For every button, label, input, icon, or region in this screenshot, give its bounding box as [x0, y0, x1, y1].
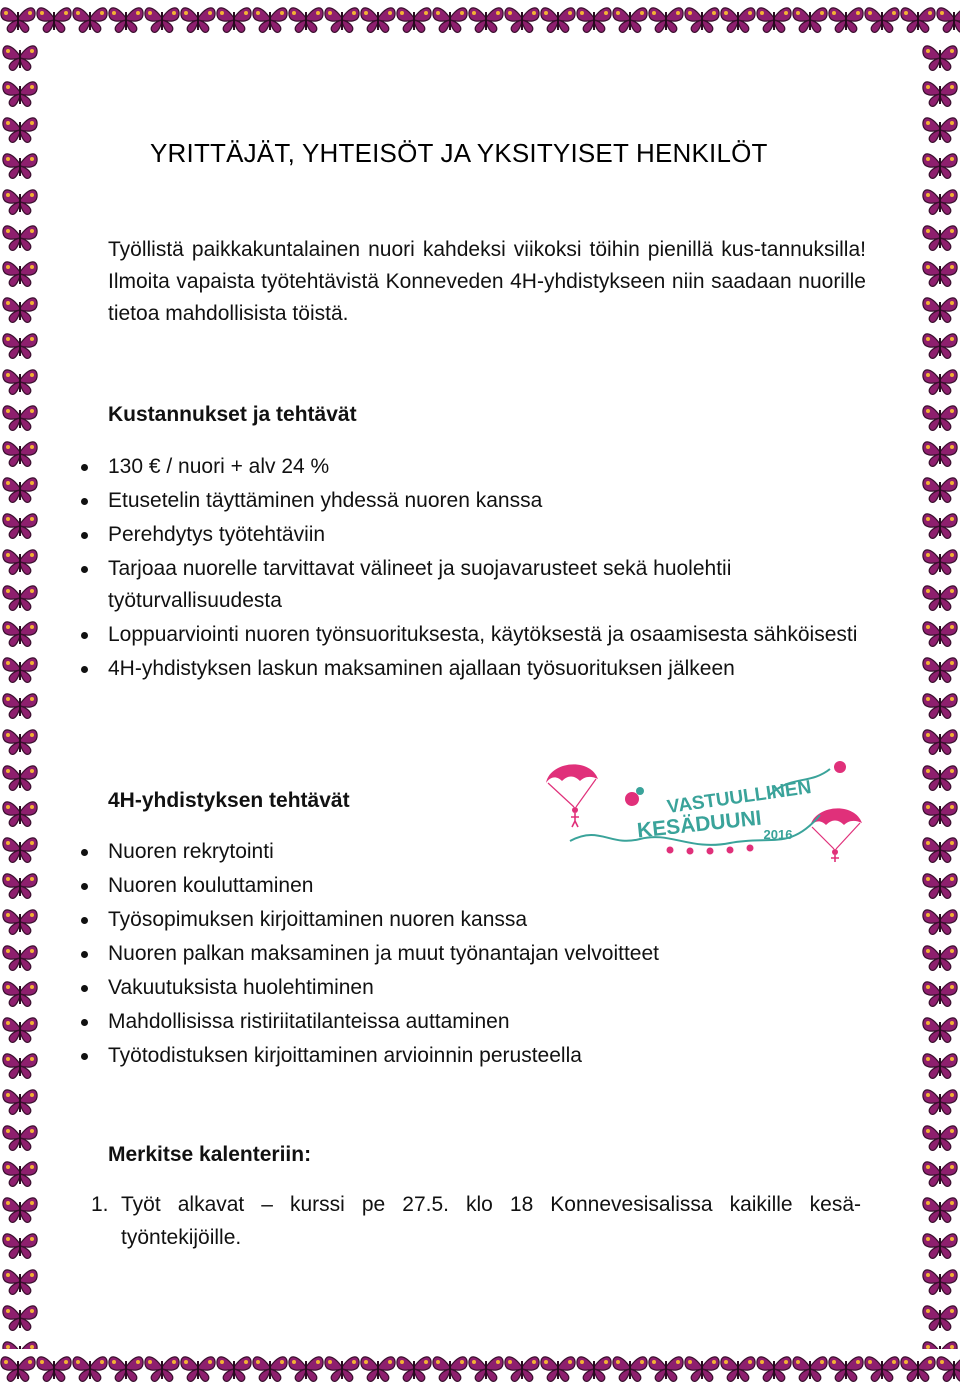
list-item: Nuoren kouluttaminen [108, 870, 878, 902]
logo-line1: VASTUULLINEN [665, 777, 813, 819]
list-item: Nuoren rekrytointi [108, 836, 878, 868]
list-item: 4H-yhdistyksen laskun maksaminen ajallaan työsuorituksen jälkeen [108, 653, 878, 685]
intro-paragraph: Työllistä paikkakuntalainen nuori kahdeksi viikoksi töihin pienillä kus-tannuksilla! Ilmoita vapaista työtehtävistä Konneveden 4H-yhdistykseen niin saadaan nuorille tietoa mahdollisista töistä. [108, 238, 866, 325]
association-list [108, 836, 878, 1074]
calendar-list [91, 1188, 861, 1254]
list-item: Mahdollisissa ristiriitatilanteissa auttaminen [108, 1006, 878, 1038]
list-item: Etusetelin täyttäminen yhdessä nuoren kanssa [108, 485, 878, 517]
costs-heading: Kustannukset ja tehtävät [108, 403, 357, 426]
list-item: 130 € / nuori + alv 24 % [108, 451, 878, 483]
logo-line2: KESÄDUUNI [636, 806, 763, 843]
list-item: Työsopimuksen kirjoittaminen nuoren kanssa [108, 904, 878, 936]
list-item: Nuoren palkan maksaminen ja muut työnantajan velvoitteet [108, 938, 878, 970]
list-item-number: 1. [91, 1193, 109, 1216]
association-heading: 4H-yhdistyksen tehtävät [108, 789, 350, 812]
calendar-heading: Merkitse kalenteriin: [108, 1143, 312, 1166]
list-item: Vakuutuksista huolehtiminen [108, 972, 878, 1004]
list-item: Tarjoaa nuorelle tarvittavat välineet ja suojavarusteet sekä huolehtii työturvallisuudesta [108, 553, 878, 617]
costs-list [108, 451, 878, 687]
list-item: Perehdytys työtehtäviin [108, 519, 878, 551]
list-item: Loppuarviointi nuoren työnsuorituksesta, käytöksestä ja osaamisesta sähköisesti [108, 619, 878, 651]
logo-year: 2016 [763, 827, 793, 842]
list-item [91, 1188, 861, 1254]
page-title: YRITTÄJÄT, YHTEISÖT JA YKSITYISET HENKILÖT [150, 138, 768, 168]
parachute-icon [546, 764, 598, 827]
list-item: Työtodistuksen kirjoittaminen arvioinnin perusteella [108, 1040, 878, 1072]
list-item-text: Työt alkavat – kurssi pe 27.5. klo 18 Konnevesisalissa kaikille kesä-työntekijöille. [121, 1193, 861, 1249]
